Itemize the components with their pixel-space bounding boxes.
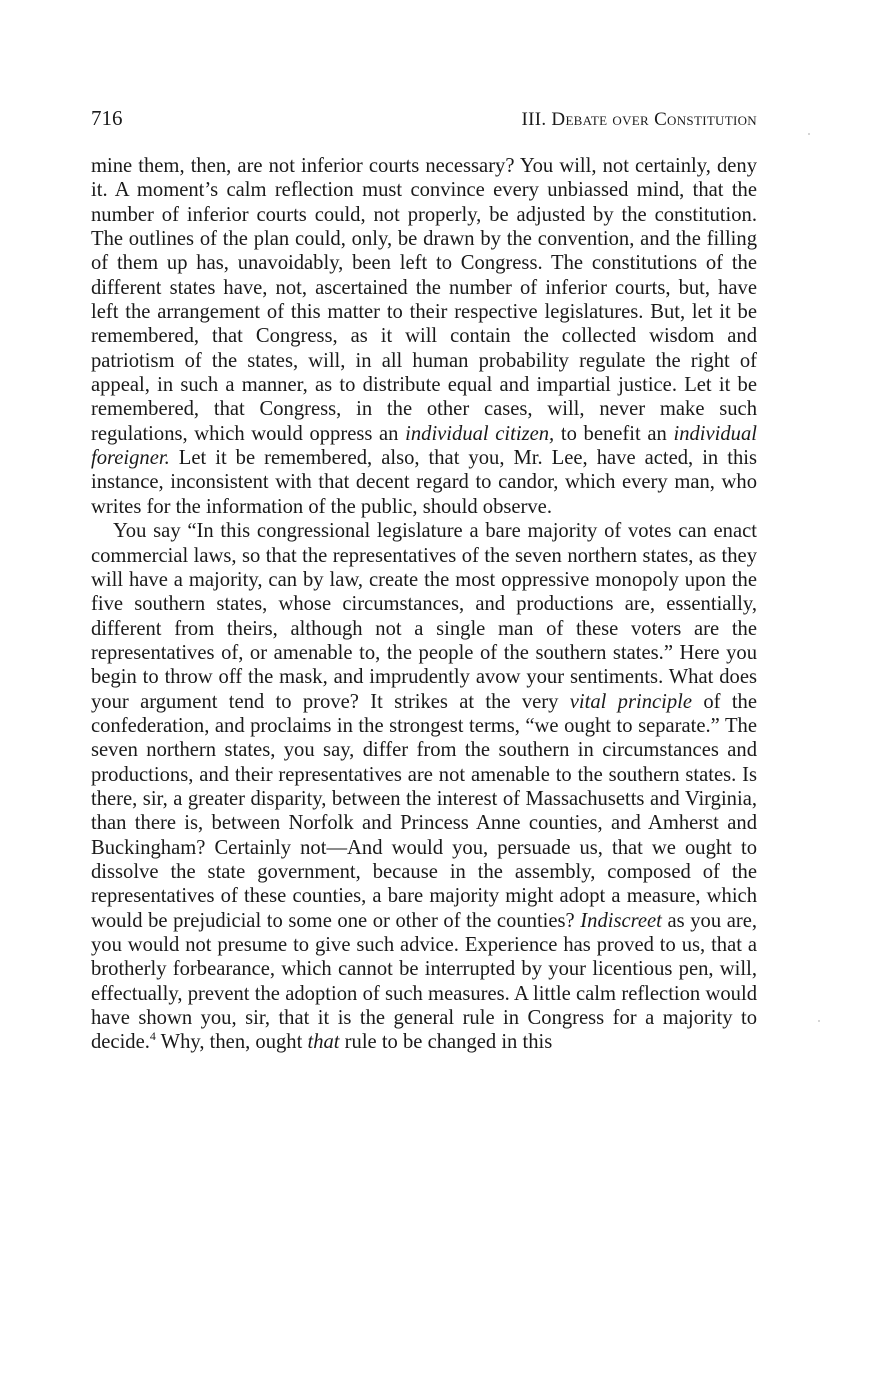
body-text bbox=[91, 154, 757, 1055]
text-run: to benefit an bbox=[554, 422, 674, 445]
italic-text: individual citizen, bbox=[405, 422, 555, 445]
text-run: rule to be changed in this bbox=[339, 1031, 553, 1054]
paragraph bbox=[91, 519, 757, 1055]
italic-text: vital principle bbox=[569, 690, 693, 713]
page-number: 716 bbox=[91, 106, 123, 130]
text-run: Let it be remembered, also, that you, Mr. Lee, have acted, in this instance, inconsistent with that decent regard to candor, which every man, who writes for the information of the public, should observe. bbox=[91, 447, 757, 518]
text-run: Why, then, ought bbox=[155, 1031, 308, 1054]
text-run: You say “In this congressional legislature a bare majority of votes can enact commercial laws, so that the representatives of the seven northern states, as they will have a majority, can by law, create the most oppressive monopoly upon the five southern states, whose circumstances, and productions are, essentially, different from theirs, although not a single man of these voters are the representatives of, or amenable to, the people of the southern states.” Here you begin to throw off the mask, and imprudently avow your sentiments. What does your argument tend to prove? It strikes at the very bbox=[91, 520, 757, 713]
italic-text: individual foreigner. bbox=[91, 422, 757, 470]
page-header bbox=[91, 106, 757, 136]
text-run: mine them, then, are not inferior courts necessary? You will, not certainly, deny it. A moment’s calm reflection must convince every unbiassed mind, that the number of inferior courts could, not properly, be adjusted by the constitution. The outlines of the plan could, only, be drawn by the convention, and the filling of them up has, unavoidably, been left to Congress. The constitutions of the different states have, not, ascertained the number of inferior courts, but, have left the arrangement of this matter to their respective legislatures. But, let it be remembered, that Congress, as it will contain the collected wisdom and patriotism of the states, will, in all human probability regulate the right of appeal, in such a manner, as to distribute equal and impartial justice. Let it be remembered, that Congress, in the other cases, will, never make such regulations, which would oppress an bbox=[91, 155, 757, 445]
running-head: III. Debate over Constitution bbox=[521, 109, 757, 130]
text-run: as you are, you would not presume to give such advice. Experience has proved to us, that a brotherly forbearance, which cannot be interrupted by your licentious pen, will, effectually, prevent the adoption of such measures. A little calm reflection would have shown you, sir, that it is the general rule in Congress for a majority to decide. bbox=[91, 909, 758, 1054]
scan-speck bbox=[808, 133, 810, 135]
footnote-marker: 4 bbox=[149, 1029, 156, 1044]
text-run: of the confederation, and proclaims in the strongest terms, “we ought to separate.” The seven northern states, you say, differ from the southern in circumstances and productions, and their representatives are not amenable to the southern states. Is there, sir, a greater disparity, between the interest of Massachusetts and Virginia, than there is, between Norfolk and Princess Anne counties, and Amherst and Buckingham? Certainly not—And would you, persuade us, that we ought to dissolve the state government, because in the assembly, composed of the representatives of these counties, a bare majority might adopt a measure, which would be prejudicial to some one or other of the counties? bbox=[91, 690, 757, 932]
document-page bbox=[91, 106, 757, 1055]
scan-speck bbox=[818, 1020, 820, 1022]
paragraph bbox=[91, 154, 757, 519]
italic-text: that bbox=[307, 1031, 340, 1054]
italic-text: Indiscreet bbox=[580, 909, 662, 932]
